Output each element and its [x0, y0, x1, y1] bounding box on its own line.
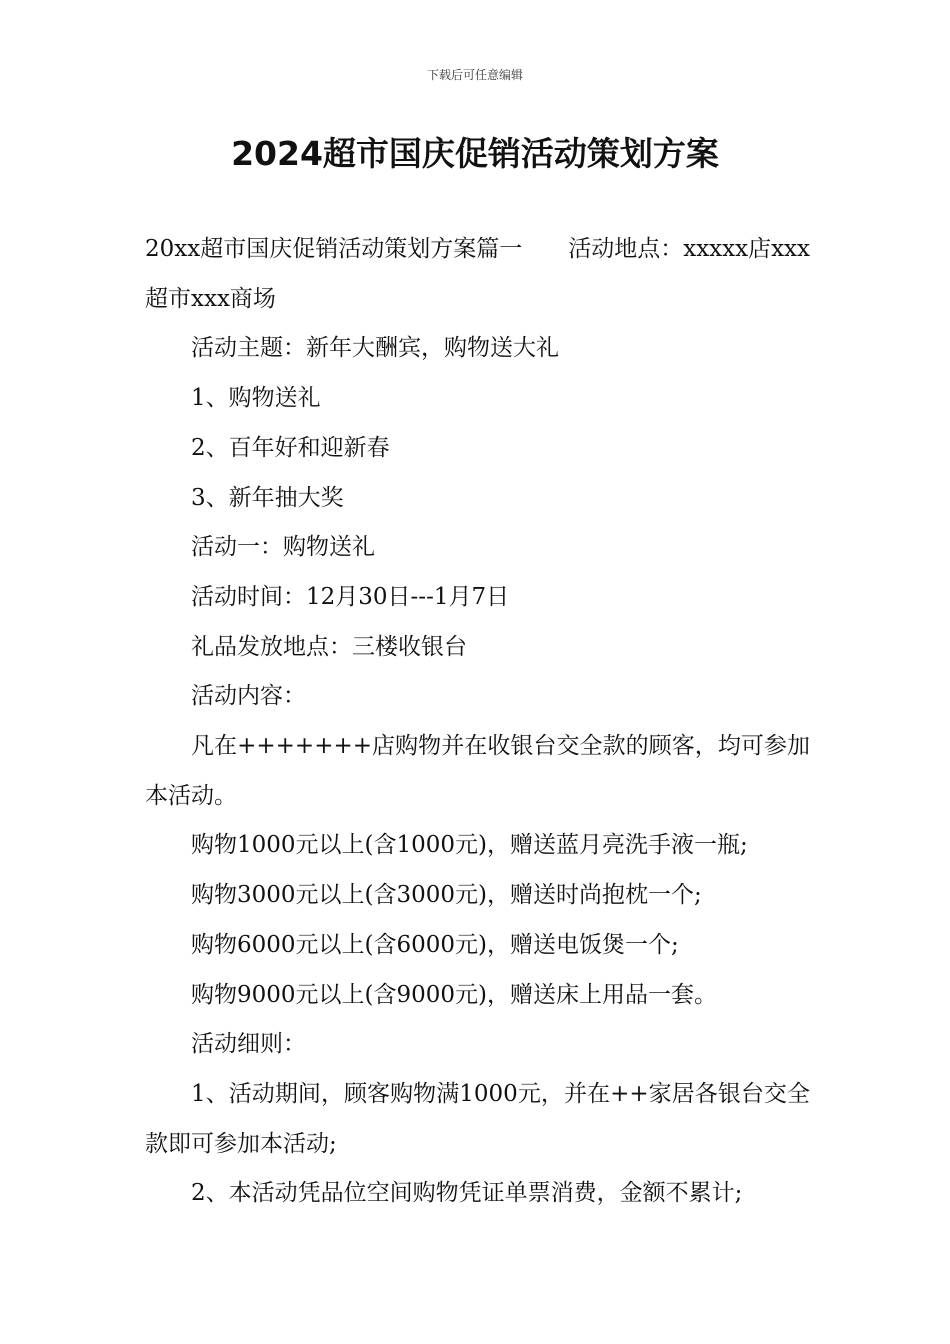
list-item: 3、新年抽大奖 — [191, 484, 344, 511]
paragraph: 购物9000元以上(含9000元)，赠送床上用品一套。 — [191, 981, 718, 1008]
paragraph: 购物3000元以上(含3000元)，赠送时尚抱枕一个; — [191, 882, 702, 909]
paragraph: 2、本活动凭品位空间购物凭证单票消费，金额不累计; — [191, 1180, 743, 1207]
paragraph: 礼品发放地点：三楼收银台 — [191, 633, 467, 660]
paragraph: 活动主题：新年大酬宾，购物送大礼 — [191, 335, 559, 362]
paragraph: 凡在+++++++店购物并在收银台交全款的顾客，均可参加本活动。 — [145, 733, 810, 809]
document-body — [145, 225, 810, 1219]
document-title: 2024超市国庆促销活动策划方案 — [231, 134, 719, 173]
paragraph: 1、活动期间，顾客购物满1000元，并在++家居各银台交全款即可参加本活动; — [145, 1080, 810, 1157]
section-heading: 活动一：购物送礼 — [191, 534, 375, 561]
section-heading: 活动内容： — [191, 683, 306, 710]
header-note: 下载后可任意编辑 — [426, 68, 523, 82]
paragraph: 活动时间：12月30日---1月7日 — [191, 583, 510, 610]
paragraph: 20xx超市国庆促销活动策划方案篇一 活动地点：xxxxx店xxx超市xxx商场 — [145, 236, 810, 312]
paragraph: 购物6000元以上(含6000元)，赠送电饭煲一个; — [191, 931, 679, 958]
list-item: 1、购物送礼 — [191, 385, 321, 412]
list-item: 2、百年好和迎新春 — [191, 434, 390, 461]
section-heading: 活动细则： — [191, 1031, 306, 1058]
paragraph: 购物1000元以上(含1000元)，赠送蓝月亮洗手液一瓶; — [191, 832, 748, 859]
